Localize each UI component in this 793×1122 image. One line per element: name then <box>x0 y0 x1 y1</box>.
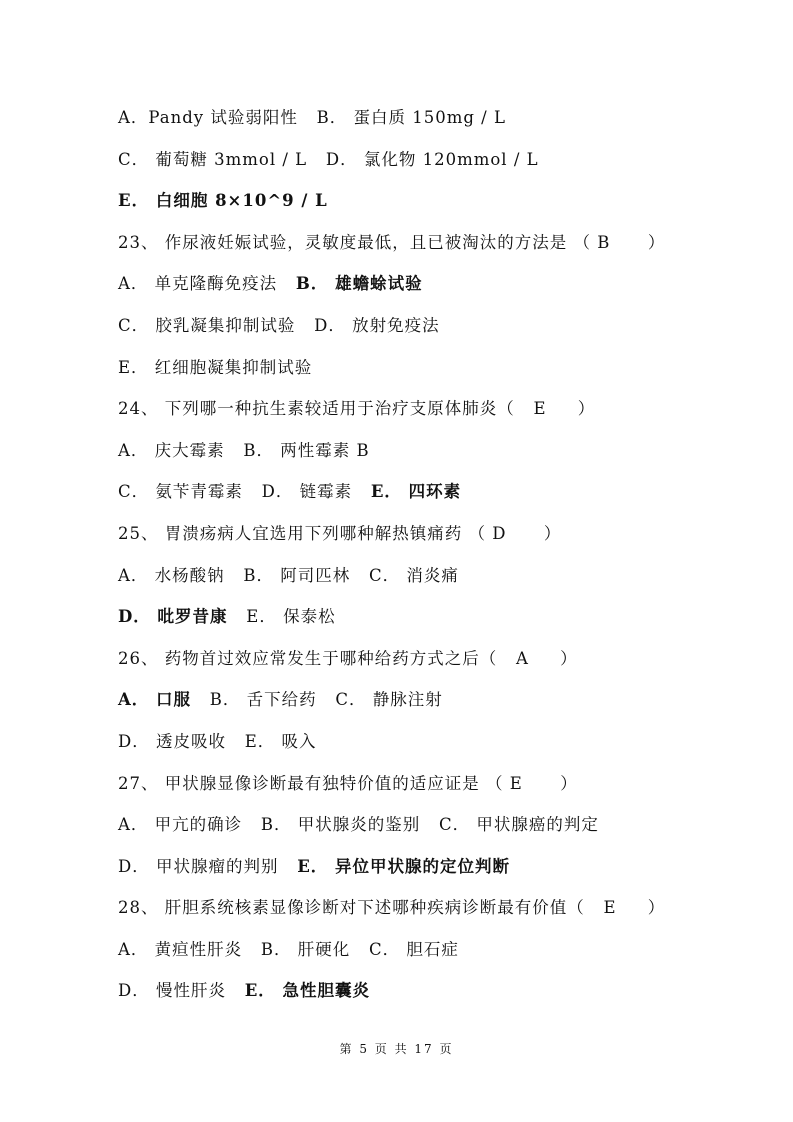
page-footer: 第 5 页 共 17 页 <box>339 1042 454 1056</box>
line-text: E． 红细胞凝集抑制试验 <box>118 357 313 377</box>
answer-text: B． 雄蟾蜍试验 <box>295 274 423 294</box>
text-line <box>118 308 718 350</box>
text-line <box>118 849 718 891</box>
answer-text: A． 口服 <box>118 690 192 710</box>
text-line <box>118 599 718 641</box>
text-line <box>118 225 718 267</box>
line-text: D． 慢性肝炎 <box>118 981 245 1001</box>
text-line <box>118 142 718 184</box>
text-line <box>118 682 718 724</box>
text-line <box>118 932 718 974</box>
line-text: E． 保泰松 <box>227 607 336 627</box>
text-line <box>118 807 718 849</box>
text-line <box>118 558 718 600</box>
text-line <box>118 391 718 433</box>
document-body <box>118 100 718 1015</box>
line-text: 23、 作尿液妊娠试验，灵敏度最低，且已被淘汰的方法是 （ B ） <box>118 232 666 252</box>
line-text: C． 胶乳凝集抑制试验 D． 放射免疫法 <box>118 315 440 335</box>
line-text: 26、 药物首过效应常发生于哪种给药方式之后（ A ） <box>118 648 578 668</box>
text-line <box>118 433 718 475</box>
answer-text: E． 急性胆囊炎 <box>244 981 371 1001</box>
line-text: 24、 下列哪一种抗生素较适用于治疗支原体肺炎（ E ） <box>118 399 596 419</box>
line-text: A． 水杨酸钠 B． 阿司匹林 C． 消炎痛 <box>118 565 459 585</box>
text-line <box>118 100 718 142</box>
line-text: D． 甲状腺瘤的判别 <box>118 856 298 876</box>
line-text: A．Pandy 试验弱阳性 B． 蛋白质 150mg / L <box>118 108 506 127</box>
text-line <box>118 516 718 558</box>
text-line <box>118 350 718 392</box>
line-text: A． 庆大霉素 B． 两性霉素 B <box>118 440 370 460</box>
text-line <box>118 474 718 516</box>
text-line <box>118 266 718 308</box>
line-text: B． 舌下给药 C． 静脉注射 <box>191 690 443 710</box>
answer-text: D． 吡罗昔康 <box>118 607 228 627</box>
text-line <box>118 641 718 683</box>
line-text: 28、 肝胆系统核素显像诊断对下述哪种疾病诊断最有价值（ E ） <box>118 898 666 918</box>
answer-text: E． 异位甲状腺的定位判断 <box>297 856 511 876</box>
text-line <box>118 724 718 766</box>
text-line <box>118 183 718 225</box>
text-line <box>118 766 718 808</box>
line-text: A． 单克隆酶免疫法 <box>118 274 296 294</box>
line-text: C． 葡萄糖 3mmol / L D． 氯化物 120mmol / L <box>118 149 539 169</box>
line-text: C． 氨苄青霉素 D． 链霉素 <box>118 482 371 502</box>
line-text: A． 甲亢的确诊 B． 甲状腺炎的鉴别 C． 甲状腺癌的判定 <box>118 815 599 835</box>
text-line <box>118 973 718 1015</box>
text-line <box>118 890 718 932</box>
line-text: 27、 甲状腺显像诊断最有独特价值的适应证是 （ E ） <box>118 773 578 793</box>
answer-text: E． 白细胞 8×10^9 / L <box>118 191 328 211</box>
line-text: A． 黄疸性肝炎 B． 肝硬化 C． 胆石症 <box>118 939 459 959</box>
answer-text: E． 四环素 <box>370 482 462 502</box>
line-text: 25、 胃溃疡病人宜选用下列哪种解热镇痛药 （ D ） <box>118 523 562 543</box>
line-text: D． 透皮吸收 E． 吸入 <box>118 731 317 751</box>
